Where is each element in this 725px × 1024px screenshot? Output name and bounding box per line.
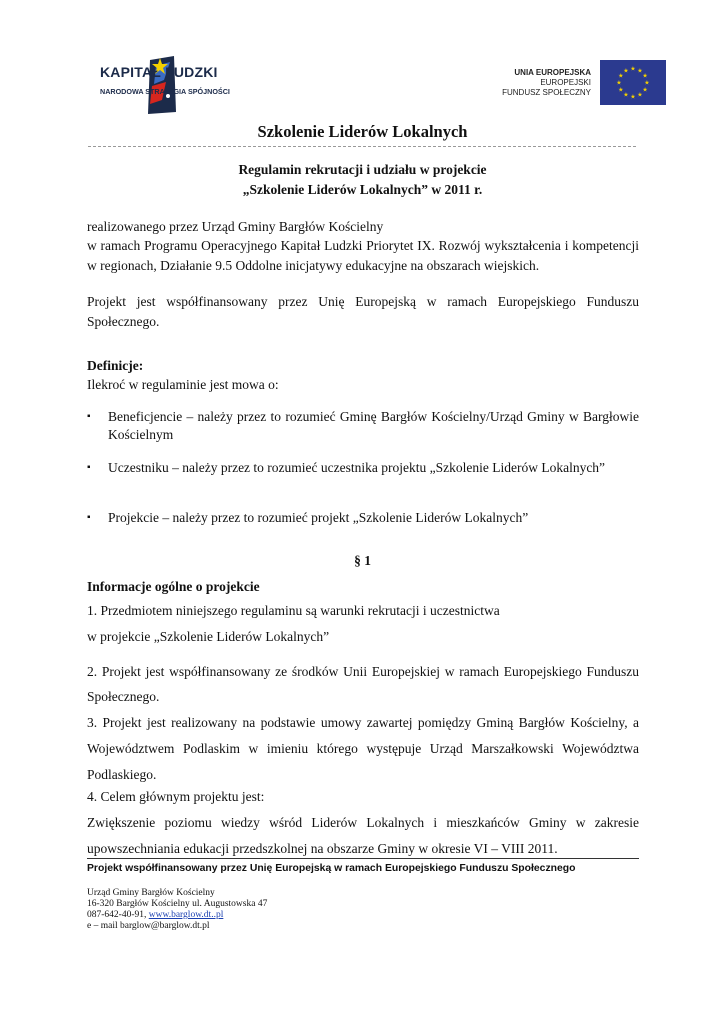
phone: 087-642-40-91, bbox=[87, 910, 149, 920]
logo-title: KAPITAŁ LUDZKI bbox=[100, 64, 218, 80]
section-p2: 2. Projekt jest współfinansowany ze środków Unii Europejskiej w ramach Europejskiego Funduszu Społecznego. bbox=[87, 664, 639, 704]
phone-and-website bbox=[87, 910, 267, 921]
website-link[interactable]: www.barglow.dt..pl bbox=[148, 910, 224, 920]
eu-line-3: FUNDUSZ SPOŁECZNY bbox=[502, 88, 591, 97]
eu-star-icon: ★ bbox=[623, 92, 629, 99]
eu-star-icon: ★ bbox=[630, 94, 636, 101]
intro-paragraph-2: w ramach Programu Operacyjnego Kapitał Ludzki Priorytet IX. Rozwój wykształcenia i kompetencji w regionach, Działanie 9.5 Oddolne inicjatywy edukacyjne na obszarach wiejskich. bbox=[87, 238, 639, 273]
section-p1-line-1: 1. Przedmiotem niniejszego regulaminu są warunki rekrutacji i uczestnictwa bbox=[87, 603, 500, 618]
bullet-icon: ▪ bbox=[87, 411, 91, 422]
footer-cofinance: Projekt współfinansowany przez Unię Europejską w ramach Europejskiego Funduszu Społecznego bbox=[87, 863, 576, 874]
bullet-icon: ▪ bbox=[87, 512, 91, 523]
regulation-title-line-2: „Szkolenie Liderów Lokalnych” w 2011 r. bbox=[242, 182, 483, 197]
eu-star-icon: ★ bbox=[623, 68, 629, 75]
eu-star-icon: ★ bbox=[618, 73, 624, 80]
page-title: Szkolenie Liderów Lokalnych bbox=[257, 122, 468, 141]
intro-paragraph-3: Projekt jest współfinansowany przez Unię Europejską w ramach Europejskiego Funduszu Społecznego. bbox=[87, 294, 639, 329]
definitions-lead: Ilekroć w regulaminie jest mowa o: bbox=[87, 377, 279, 392]
bullet-icon: ▪ bbox=[87, 462, 91, 473]
definitions-heading: Definicje: bbox=[87, 358, 144, 373]
eu-star-icon: ★ bbox=[642, 87, 648, 94]
section-heading: Informacje ogólne o projekcie bbox=[87, 579, 260, 594]
definition-item: Projekcie – należy przez to rozumieć projekt „Szkolenie Liderów Lokalnych” bbox=[108, 510, 529, 525]
eu-star-icon: ★ bbox=[616, 80, 622, 87]
intro-line-1: realizowanego przez Urząd Gminy Bargłów Kościelny bbox=[87, 219, 384, 234]
eu-line-1: UNIA EUROPEJSKA bbox=[514, 68, 591, 77]
footer-divider bbox=[87, 858, 639, 859]
section-symbol: § 1 bbox=[354, 553, 371, 568]
address-line-1: Urząd Gminy Bargłów Kościelny bbox=[87, 888, 215, 898]
eu-star-icon: ★ bbox=[642, 73, 648, 80]
footer-address bbox=[87, 888, 267, 932]
section-p5: Zwiększenie poziomu wiedzy wśród Liderów Lokalnych i mieszkańców Gminy w zakresie upowszechniania edukacji przedszkolnej na obszarze Gminy w okresie VI – VIII 2011. bbox=[87, 815, 639, 856]
definition-item: Beneficjencie – należy przez to rozumieć Gminę Bargłów Kościelny/Urząd Gminy w Bargłowie Kościelnym bbox=[108, 409, 639, 442]
regulation-title bbox=[0, 160, 725, 200]
logo-subtitle: NARODOWA STRATEGIA SPÓJNOŚCI bbox=[100, 87, 230, 96]
regulation-title-line-1: Regulamin rekrutacji i udziału w projekcie bbox=[238, 162, 487, 177]
section-p4: 4. Celem głównym projektu jest: bbox=[87, 789, 265, 804]
title-divider bbox=[88, 146, 636, 147]
eu-star-icon: ★ bbox=[630, 66, 636, 73]
section-p1-line-2: w projekcie „Szkolenie Liderów Lokalnych” bbox=[87, 629, 330, 644]
eu-star-icon: ★ bbox=[644, 80, 650, 87]
email: e – mail barglow@barglow.dt.pl bbox=[87, 921, 210, 931]
eu-star-icon: ★ bbox=[618, 87, 624, 94]
address-line-2: 16-320 Bargłów Kościelny ul. Augustowska 47 bbox=[87, 899, 268, 909]
eu-flag-icon bbox=[600, 60, 666, 105]
eu-label bbox=[502, 68, 591, 98]
section-p3: 3. Projekt jest realizowany na podstawie umowy zawartej pomiędzy Gminą Bargłów Kościelny, a Województwem Podlaskim w imieniu którego występuje Urząd Marszałkowski Województwa Podlaskiego. bbox=[87, 715, 639, 782]
eu-line-2: EUROPEJSKI bbox=[540, 78, 591, 87]
eu-star-icon: ★ bbox=[637, 92, 643, 99]
definition-item: Uczestniku – należy przez to rozumieć uczestnika projektu „Szkolenie Liderów Lokalnych” bbox=[108, 460, 606, 475]
eu-star-icon: ★ bbox=[637, 68, 643, 75]
